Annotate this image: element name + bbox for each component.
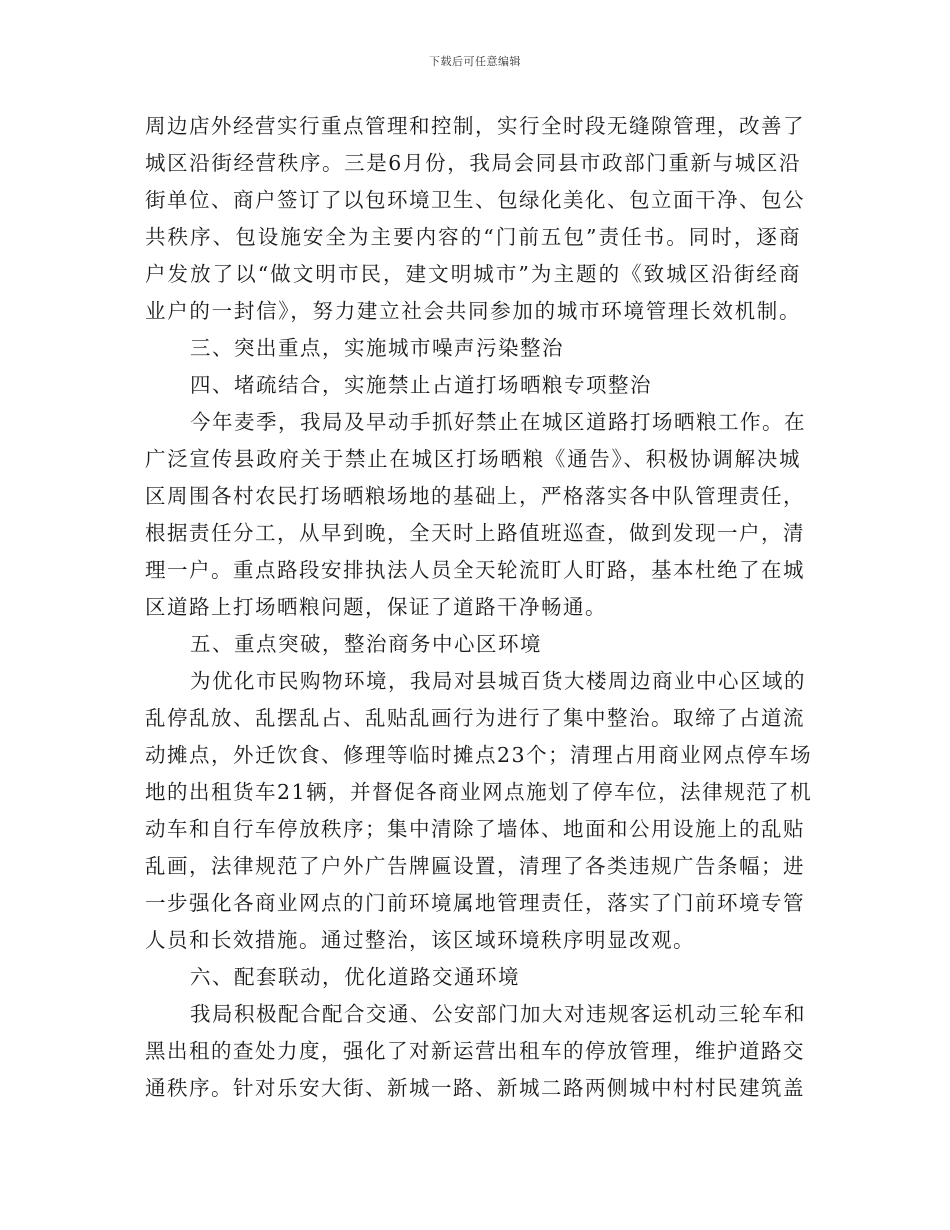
body-line: 一步强化各商业网点的门前环境属地管理责任，落实了门前环境专管 xyxy=(145,891,805,915)
body-line: 户发放了以“做文明市民，建文明城市”为主题的《致城区沿街经商 xyxy=(145,262,801,286)
body-line: 根据责任分工，从早到晚，全天时上路值班巡查，做到发现一户，清 xyxy=(145,521,805,545)
body-line: 共秩序、包设施安全为主要内容的“门前五包”责任书。同时，逐商 xyxy=(145,225,801,249)
body-line: 乱画，法律规范了户外广告牌匾设置，清理了各类违规广告条幅；进 xyxy=(145,854,805,878)
paragraph-last-line: 区道路上打场晒粮问题，保证了道路干净畅通。 xyxy=(145,595,607,619)
section-heading: 六、配套联动，优化道路交通环境 xyxy=(190,965,520,989)
paragraph-last-line: 人员和长效措施。通过整治，该区域环境秩序明显改观。 xyxy=(145,928,695,952)
body-line: 乱停乱放、乱摆乱占、乱贴乱画行为进行了集中整治。取缔了占道流 xyxy=(145,706,805,730)
paragraph-first-line: 为优化市民购物环境，我局对县城百货大楼周边商业中心区域的 xyxy=(190,669,806,693)
document-body xyxy=(145,108,813,1107)
body-line: 广泛宣传县政府关于禁止在城区打场晒粮《通告》、积极协调解决城 xyxy=(145,447,801,471)
body-line: 区周围各村农民打场晒粮场地的基础上，严格落实各中队管理责任， xyxy=(145,484,805,508)
page-header: 下载后可任意编辑 xyxy=(429,55,521,68)
body-line: 理一户。重点路段安排执法人员全天轮流盯人盯路，基本杜绝了在城 xyxy=(145,558,805,582)
section-heading: 四、堵疏结合，实施禁止占道打场晒粮专项整治 xyxy=(190,373,652,397)
paragraph-first-line: 我局积极配合配合交通、公安部门加大对违规客运机动三轮车和 xyxy=(190,1002,806,1026)
section-heading: 五、重点突破，整治商务中心区环境 xyxy=(190,632,542,656)
body-line: 黑出租的查处力度，强化了对新运营出租车的停放管理，维护道路交 xyxy=(145,1039,805,1063)
body-line: 动车和自行车停放秩序；集中清除了墙体、地面和公用设施上的乱贴 xyxy=(145,817,805,841)
body-line: 业户的一封信》，努力建立社会共同参加的城市环境管理长效机制。 xyxy=(145,299,801,323)
section-heading: 三、突出重点，实施城市噪声污染整治 xyxy=(190,336,564,360)
body-line: 动摊点，外迁饮食、修理等临时摊点23个；清理占用商业网点停车场 xyxy=(145,743,813,767)
body-line: 城区沿街经营秩序。三是6月份，我局会同县市政部门重新与城区沿 xyxy=(145,151,801,175)
body-line: 街单位、商户签订了以包环境卫生、包绿化美化、包立面干净、包公 xyxy=(145,188,805,212)
body-line: 周边店外经营实行重点管理和控制，实行全时段无缝隙管理，改善了 xyxy=(145,114,805,138)
body-line: 地的出租货车21辆，并督促各商业网点施划了停车位，法律规范了机 xyxy=(145,780,813,804)
paragraph-first-line: 今年麦季，我局及早动手抓好禁止在城区道路打场晒粮工作。在 xyxy=(190,410,806,434)
body-line: 通秩序。针对乐安大街、新城一路、新城二路两侧城中村村民建筑盖 xyxy=(145,1076,805,1100)
